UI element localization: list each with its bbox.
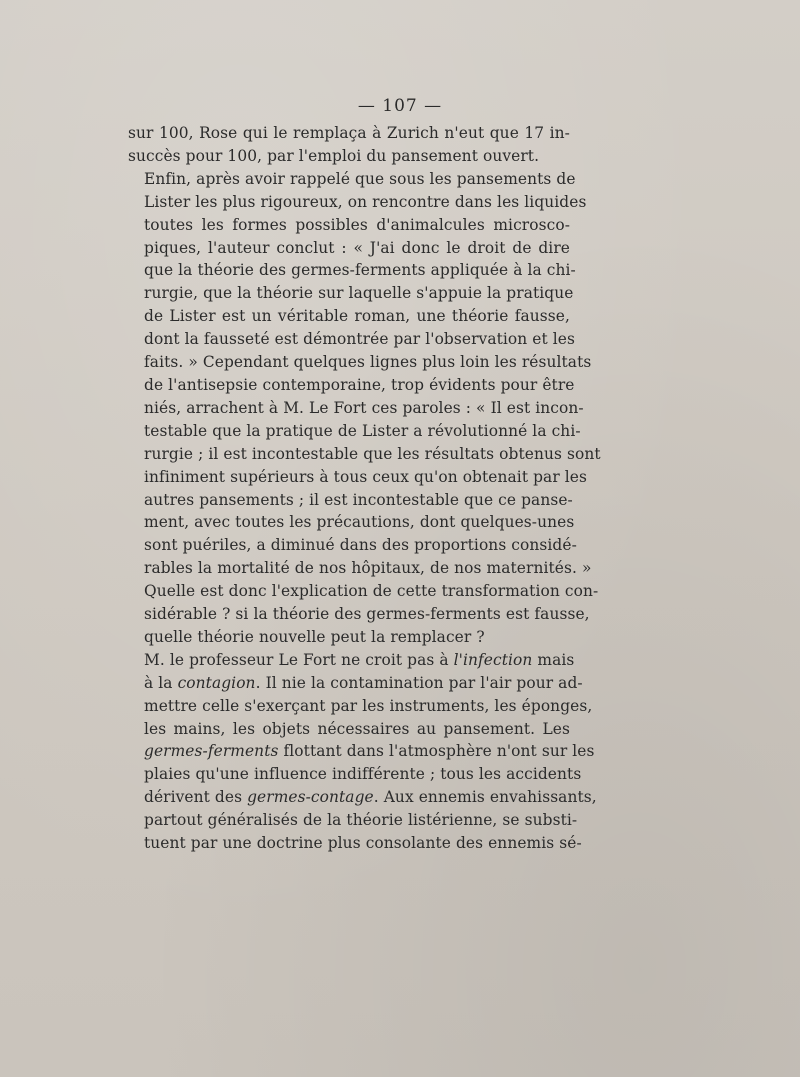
text-line: faits. » Cependant quelques lignes plus loin les résultats	[144, 353, 592, 372]
text-line: mettre celle s'exerçant par les instruments, les éponges,	[144, 696, 593, 715]
text-line: Enfin, après avoir rappelé que sous les pansements de	[144, 169, 576, 188]
paragraph-1	[128, 122, 570, 168]
text-line: germes-ferments flottant dans l'atmosphère n'ont sur les	[144, 742, 595, 761]
text-line: quelle théorie nouvelle peut la remplacer ?	[144, 627, 485, 646]
text-line: testable que la pratique de Lister a révolutionné la chi-	[144, 421, 581, 440]
text-line: sont puériles, a diminué dans des proportions considé-	[144, 536, 577, 555]
text-line: de Lister est un véritable roman, une théorie fausse,	[144, 307, 570, 326]
text-line: toutes les formes possibles d'animalcules microsco-	[144, 215, 570, 234]
text-line: M. le professeur Le Fort ne croit pas à l'infection mais	[144, 650, 575, 669]
page-number: — 107 —	[357, 96, 443, 116]
text-line: de l'antisepsie contemporaine, trop évidents pour être	[144, 375, 575, 394]
text-line: plaies qu'une influence indifférente ; tous les accidents	[144, 765, 582, 784]
text-line: rurgie, que la théorie sur laquelle s'appuie la pratique	[144, 284, 574, 303]
text-line: piques, l'auteur conclut : « J'ai donc le droit de dire	[144, 238, 570, 257]
paragraph-2	[128, 168, 601, 649]
text-line: dérivent des germes-contage. Aux ennemis envahissants,	[144, 788, 597, 807]
body-text	[128, 122, 601, 855]
text-line: niés, arrachent à M. Le Fort ces paroles : « Il est incon-	[144, 398, 584, 417]
text-line: sidérable ? si la théorie des germes-ferments est fausse,	[144, 605, 590, 624]
text-line: Quelle est donc l'explication de cette transformation con-	[144, 582, 599, 601]
paragraph-3	[128, 649, 597, 855]
text-line: les mains, les objets nécessaires au pansement. Les	[144, 719, 570, 738]
text-line: infiniment supérieurs à tous ceux qu'on obtenait par les	[144, 467, 588, 486]
text-line: succès pour 100, par l'emploi du pansement ouvert.	[128, 146, 540, 165]
text-line: dont la fausseté est démontrée par l'observation et les	[144, 330, 576, 349]
text-line: partout généralisés de la théorie listérienne, se substi-	[144, 811, 578, 830]
text-line: à la contagion. Il nie la contamination par l'air pour ad-	[144, 673, 583, 692]
text-line: autres pansements ; il est incontestable que ce panse-	[144, 490, 573, 509]
text-line: que la théorie des germes-ferments appliquée à la chi-	[144, 261, 576, 280]
text-line: ment, avec toutes les précautions, dont quelques-unes	[144, 513, 575, 532]
text-line: rables la mortalité de nos hôpitaux, de nos maternités. »	[144, 559, 592, 578]
text-line: sur 100, Rose qui le remplaça à Zurich n'eut que 17 in-	[128, 124, 570, 142]
text-line: tuent par une doctrine plus consolante des ennemis sé-	[144, 834, 582, 853]
text-line: rurgie ; il est incontestable que les résultats obtenus sont	[144, 444, 601, 463]
text-line: Lister les plus rigoureux, on rencontre dans les liquides	[144, 192, 587, 211]
